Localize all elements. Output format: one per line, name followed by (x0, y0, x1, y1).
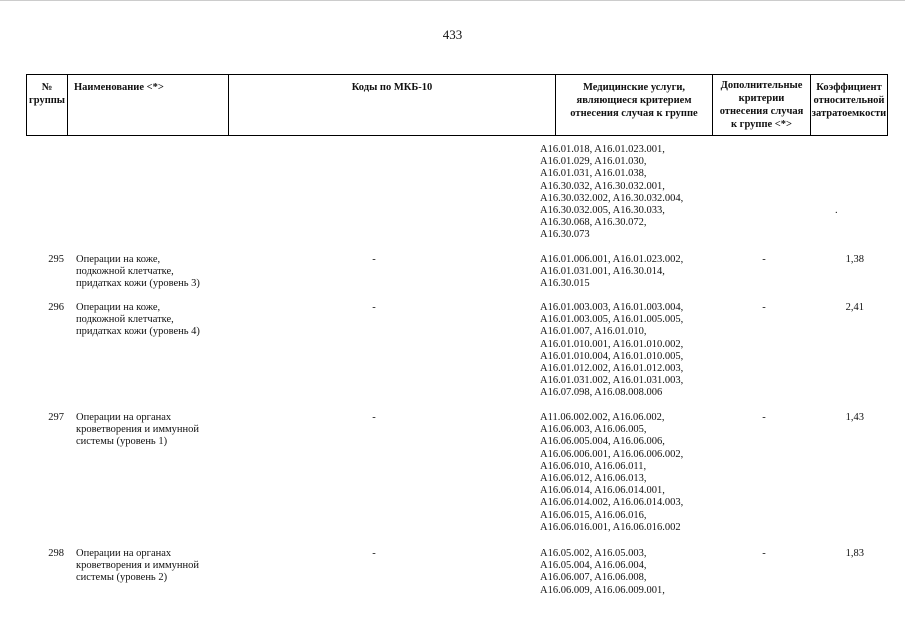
row-additional-criteria: - (762, 254, 766, 265)
row-mkb-codes: - (372, 548, 376, 559)
header-group-number: № группы (28, 82, 66, 106)
row-additional-criteria: - (762, 548, 766, 559)
row-mkb-codes: - (372, 302, 376, 313)
header-additional-criteria: Дополнительные критерии отнесения случая к группе <*> (719, 80, 804, 130)
row-services: A11.06.002.002, A16.06.002, A16.06.003, A16.06.005, A16.06.005.004, A16.06.006, A16.06.006.001, A16.06.006.002, A16.06.010, A16.06.011, A16.06.012, A16.06.013, A16.06.014, A16.06.014.001, A16.06.014.002, A16.06.014.003, A16.06.015, A16.06.016, A16.06.016.001, A16.06.016.002 (540, 412, 684, 533)
header-coefficient: Коэффициент относительной затратоемкости (811, 82, 887, 119)
row-coefficient: 1,38 (845, 254, 864, 265)
row-additional-criteria: - (762, 412, 766, 423)
row-services: A16.05.002, A16.05.003, A16.05.004, A16.06.004, A16.06.007, A16.06.008, A16.06.009, A16.06.009.001, (540, 548, 665, 596)
row-name: Операции на коже, подкожной клетчатке, придатках кожи (уровень 3) (76, 254, 200, 290)
row-services: A16.01.006.001, A16.01.023.002, A16.01.031.001, A16.30.014, A16.30.015 (540, 254, 684, 290)
row-name: Операции на органах кроветворения и иммунной системы (уровень 2) (76, 548, 199, 584)
row-group-number: 296 (48, 302, 64, 313)
scan-edge (0, 0, 905, 1)
row-mkb-codes: - (372, 412, 376, 423)
header-name: Наименование <*> (74, 82, 164, 93)
row-group-number: 298 (48, 548, 64, 559)
row-additional-criteria: - (762, 302, 766, 313)
row-services: A16.01.003.003, A16.01.003.004, A16.01.003.005, A16.01.005.005, A16.01.007, A16.01.010, A16.01.010.001, A16.01.010.002, A16.01.010.004, A16.01.010.005, A16.01.012.002, A16.01.012.003, A16.01.031.002, A16.01.031.003, A16.07.098, A16.08.008.006 (540, 302, 684, 399)
row-coefficient: 1,43 (845, 412, 864, 423)
row-group-number: 297 (48, 412, 64, 423)
header-medical-services: Медицинские услуги, являющиеся критерием отнесения случая к группе (570, 82, 698, 119)
page-number: 433 (442, 27, 463, 42)
continuation-services: A16.01.018, A16.01.023.001, A16.01.029, A16.01.030, A16.01.031, A16.01.038, A16.30.032, A16.30.032.001, A16.30.032.002, A16.30.032.004, A16.30.032.005, A16.30.033, A16.30.068, A16.30.072, A16.30.073 (540, 144, 684, 241)
row-mkb-codes: - (372, 254, 376, 265)
table-header (26, 74, 888, 136)
row-group-number: 295 (48, 254, 64, 265)
header-mkb-codes: Коды по МКБ-10 (351, 82, 433, 93)
row-coefficient: 1,83 (845, 548, 864, 559)
row-name: Операции на коже, подкожной клетчатке, придатках кожи (уровень 4) (76, 302, 200, 338)
row-coefficient: 2,41 (845, 302, 864, 313)
row-name: Операции на органах кроветворения и иммунной системы (уровень 1) (76, 412, 199, 448)
continuation-mark: . (835, 205, 838, 216)
